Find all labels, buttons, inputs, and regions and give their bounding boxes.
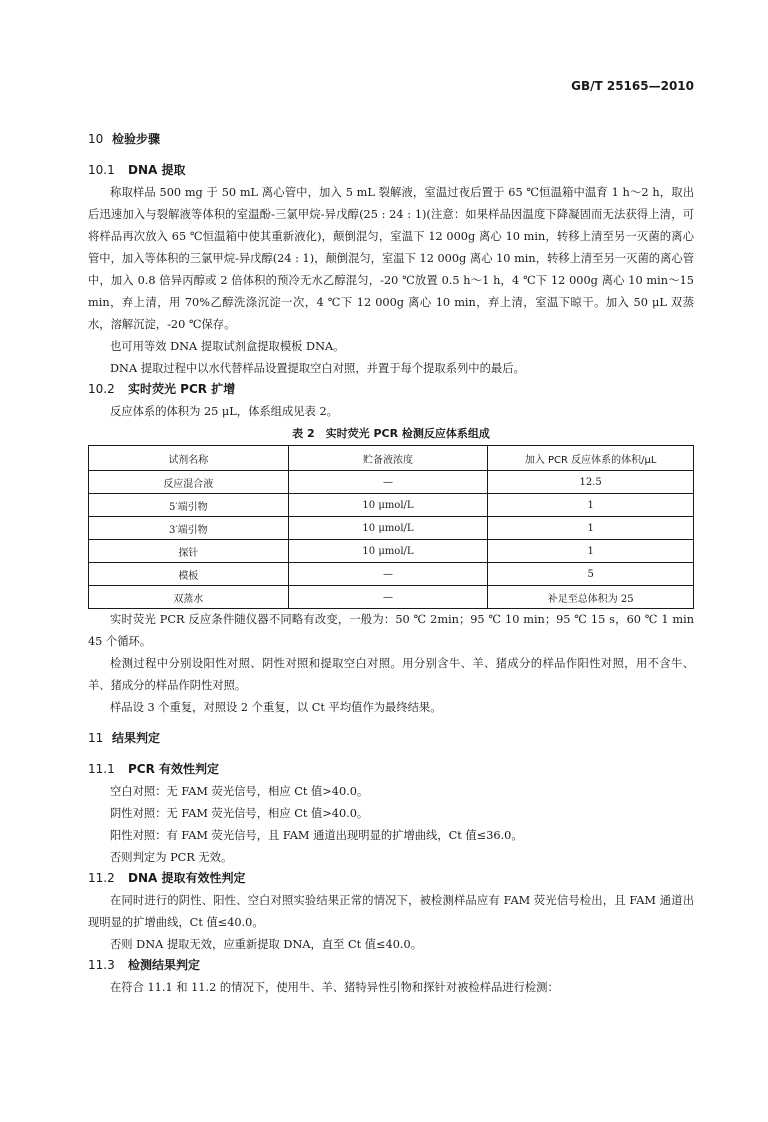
section-title: DNA 提取有效性判定 [128, 871, 246, 885]
section-title: 实时荧光 PCR 扩增 [128, 382, 236, 396]
table-cell: 双蒸水 [89, 586, 289, 609]
section-number: 10.1 [88, 163, 115, 177]
paragraph: 样品设 3 个重复，对照设 2 个重复，以 Ct 平均值作为最终结果。 [110, 701, 442, 714]
section-number: 11.2 [88, 871, 115, 885]
column-header: 贮备液浓度 [288, 446, 488, 471]
table-cell: 10 μmol/L [288, 540, 488, 563]
table-cell: 1 [488, 540, 694, 563]
table-cell: 探针 [89, 540, 289, 563]
table-cell: — [288, 563, 488, 586]
paragraph: 检测过程中分别设阳性对照、阴性对照和提取空白对照。用分别含牛、羊、猪成分的样品作阳性对照，用不含牛、羊、猪成分的样品作阴性对照。 [88, 657, 694, 692]
table-cell: 3′端引物 [89, 517, 289, 540]
section-11-3-heading [88, 956, 694, 973]
table-cell: — [288, 586, 488, 609]
table-row [89, 563, 694, 586]
column-header: 试剂名称 [89, 446, 289, 471]
paragraph: 在同时进行的阴性、阳性、空白对照实验结果正常的情况下，被检测样品应有 FAM 荧光信号检出，且 FAM 通道出现明显的扩增曲线，Ct 值≤40.0。 [88, 894, 694, 929]
criterion-line: 阴性对照：无 FAM 荧光信号，相应 Ct 值>40.0。 [110, 807, 369, 820]
section-10-1-heading [88, 161, 694, 178]
paragraph: DNA 提取过程中以水代替样品设置提取空白对照，并置于每个提取系列中的最后。 [110, 362, 525, 375]
section-11-1-heading [88, 760, 694, 777]
table-row [89, 471, 694, 494]
section-11-2-heading [88, 869, 694, 886]
section-number: 10.2 [88, 382, 115, 396]
table-cell: 1 [488, 494, 694, 517]
table-cell: 5′端引物 [89, 494, 289, 517]
table-cell: 1 [488, 517, 694, 540]
table-cell: 反应混合液 [89, 471, 289, 494]
table-row [89, 517, 694, 540]
criterion-line: 否则判定为 PCR 无效。 [110, 851, 233, 864]
page-content [88, 130, 694, 999]
paragraph: 实时荧光 PCR 反应条件随仪器不同略有改变，一般为：50 ℃ 2min；95 ℃ 10 min；95 ℃ 15 s，60 ℃ 1 min 45 个循环。 [88, 613, 694, 648]
criterion-line: 空白对照：无 FAM 荧光信号，相应 Ct 值>40.0。 [110, 785, 369, 798]
section-number: 11.3 [88, 958, 115, 972]
table-cell: 模板 [89, 563, 289, 586]
table-caption: 表 2 实时荧光 PCR 检测反应体系组成 [292, 427, 490, 440]
section-title: PCR 有效性判定 [128, 762, 220, 776]
table-row [89, 540, 694, 563]
table-header-row [89, 446, 694, 471]
table-cell: 补足至总体积为 25 [488, 586, 694, 609]
section-title: 检验步骤 [112, 132, 161, 146]
section-10-2-heading [88, 380, 694, 397]
paragraph: 反应体系的体积为 25 μL，体系组成见表 2。 [110, 405, 338, 418]
paragraph: 称取样品 500 mg 于 50 mL 离心管中，加入 5 mL 裂解液，室温过夜后置于 65 ℃恒温箱中温育 1 h～2 h，取出后迅速加入与裂解液等体积的室温酚-三氯甲烷-异戊醇(25 : 24 : 1)(注意：如果样品因温度下降凝固而无法获得上清，可将样品再次放入 65 ℃恒温箱中使其重新液化)，颠倒混匀，室温下 12 000g 离心 10 min，转移上清至另一灭菌的离心管中，加入等体积的三氯甲烷-异戊醇(24 : 1)，颠倒混匀，室温下 12 000g 离心 10 min，转移上清至另一灭菌的离心管中，加入 0.8 倍异丙醇或 2 倍体积的预冷无水乙醇混匀，-20 ℃放置 0.5 h～1 h，4 ℃下 12 000g 离心 10 min～15 min，弃上清，用 70%乙醇洗涤沉淀一次，4 ℃下 12 000g 离心 10 min，弃上清，室温下晾干。加入 50 μL 双蒸水，溶解沉淀，-20 ℃保存。 [88, 186, 694, 331]
section-11-heading [88, 729, 694, 746]
section-title: 检测结果判定 [128, 958, 201, 972]
table-cell: 5 [488, 563, 694, 586]
table-cell: 10 μmol/L [288, 517, 488, 540]
section-10-heading [88, 130, 694, 147]
table-cell: — [288, 471, 488, 494]
table-cell: 10 μmol/L [288, 494, 488, 517]
section-title: 结果判定 [112, 731, 161, 745]
paragraph: 也可用等效 DNA 提取试剂盒提取模板 DNA。 [110, 340, 345, 353]
table-cell: 12.5 [488, 471, 694, 494]
standard-number: GB/T 25165—2010 [571, 79, 694, 93]
section-number: 11 [88, 731, 104, 745]
section-title: DNA 提取 [128, 163, 186, 177]
paragraph: 否则 DNA 提取无效，应重新提取 DNA，直至 Ct 值≤40.0。 [110, 938, 423, 951]
table-row [89, 586, 694, 609]
section-number: 11.1 [88, 762, 115, 776]
criterion-line: 阳性对照：有 FAM 荧光信号，且 FAM 通道出现明显的扩增曲线，Ct 值≤36.0。 [110, 829, 523, 842]
table-row [89, 494, 694, 517]
section-number: 10 [88, 132, 104, 146]
column-header: 加入 PCR 反应体系的体积/μL [488, 446, 694, 471]
reaction-system-table [88, 445, 694, 609]
paragraph: 在符合 11.1 和 11.2 的情况下，使用牛、羊、猪特异性引物和探针对被检样品进行检测： [110, 981, 559, 994]
